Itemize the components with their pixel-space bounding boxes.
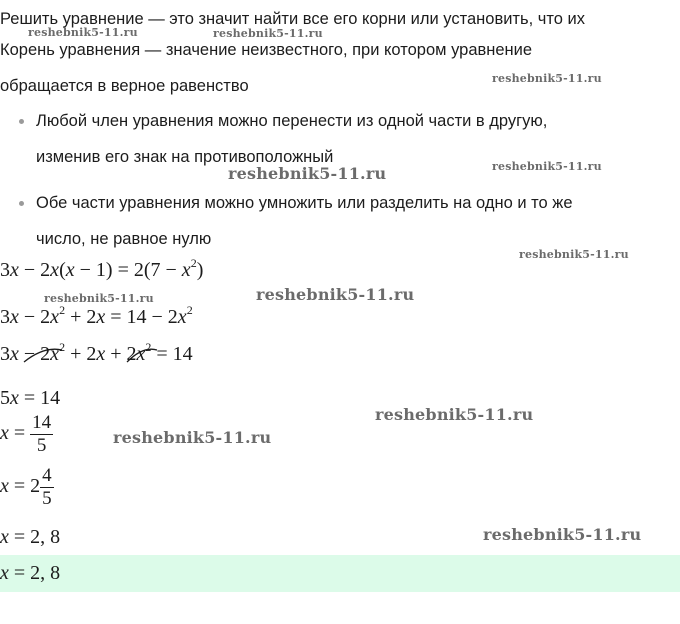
bullet-dot-icon: [19, 119, 24, 124]
equation-fraction: x = $\frac{14}{5}$: [0, 412, 52, 456]
eq5-coef: 5: [0, 387, 10, 409]
watermark: reshebnik5-11.ru: [256, 285, 415, 304]
equation-expanded: $3x - 2x^2 + 2x = 14 - 2x^2$: [0, 303, 193, 328]
bullet-dot-icon: [19, 201, 24, 206]
intro-line-3: обращается в верное равенство: [0, 77, 249, 95]
intro-line-2: Корень уравнения — значение неизвестного, при котором уравнение: [0, 41, 533, 59]
equation-cancelled: $3x - 2x^2$ + $2x + 2x^2$ = 14: [0, 340, 193, 365]
bullet-1-line-1: Любой член уравнения можно перенести из одной части в другую,: [36, 112, 548, 130]
strike-mark-icon: [22, 344, 64, 366]
watermark: reshebnik5-11.ru: [44, 292, 154, 305]
bullet-2-line-1: Обе части уравнения можно умножить или разделить на одно и то же: [36, 194, 573, 212]
equation-simplified: 5x = 14: [0, 387, 61, 409]
bullet-1-line-2: изменив его знак на противоположный: [36, 148, 334, 166]
watermark: reshebnik5-11.ru: [492, 160, 602, 173]
intro-line-1: Решить уравнение — это значит найти все его корни или установить, что их: [0, 10, 585, 28]
mixed-whole: 2: [30, 475, 41, 498]
fraction-numerator: 14: [32, 412, 52, 433]
watermark: reshebnik5-11.ru: [519, 248, 629, 261]
equation-original: $3x - 2x(x - 1) = 2(7 - x^2)$: [0, 256, 204, 281]
watermark: reshebnik5-11.ru: [113, 428, 272, 447]
watermark: reshebnik5-11.ru: [492, 72, 602, 85]
decimal-value: 2, 8: [30, 526, 61, 548]
answer-highlight: [0, 555, 680, 592]
answer-value: 2, 8: [30, 562, 61, 584]
watermark: reshebnik5-11.ru: [213, 27, 323, 40]
mixed-denominator: 5: [42, 488, 52, 509]
watermark: reshebnik5-11.ru: [375, 405, 534, 424]
equation-decimal: x = 2, 8: [0, 526, 61, 548]
equation-answer: x = 2, 8: [0, 562, 61, 584]
watermark: reshebnik5-11.ru: [483, 525, 642, 544]
equation-mixed-number: x = 2 $\frac{4}{5}$: [0, 465, 52, 509]
watermark: reshebnik5-11.ru: [228, 164, 387, 183]
watermark: reshebnik5-11.ru: [28, 26, 138, 39]
eq5-rhs: 14: [40, 387, 61, 409]
fraction-denominator: 5: [30, 434, 53, 457]
bullet-2-line-2: число, не равное нулю: [36, 230, 212, 248]
mixed-numerator: 4: [42, 465, 52, 486]
strike-mark-icon: [125, 344, 159, 366]
